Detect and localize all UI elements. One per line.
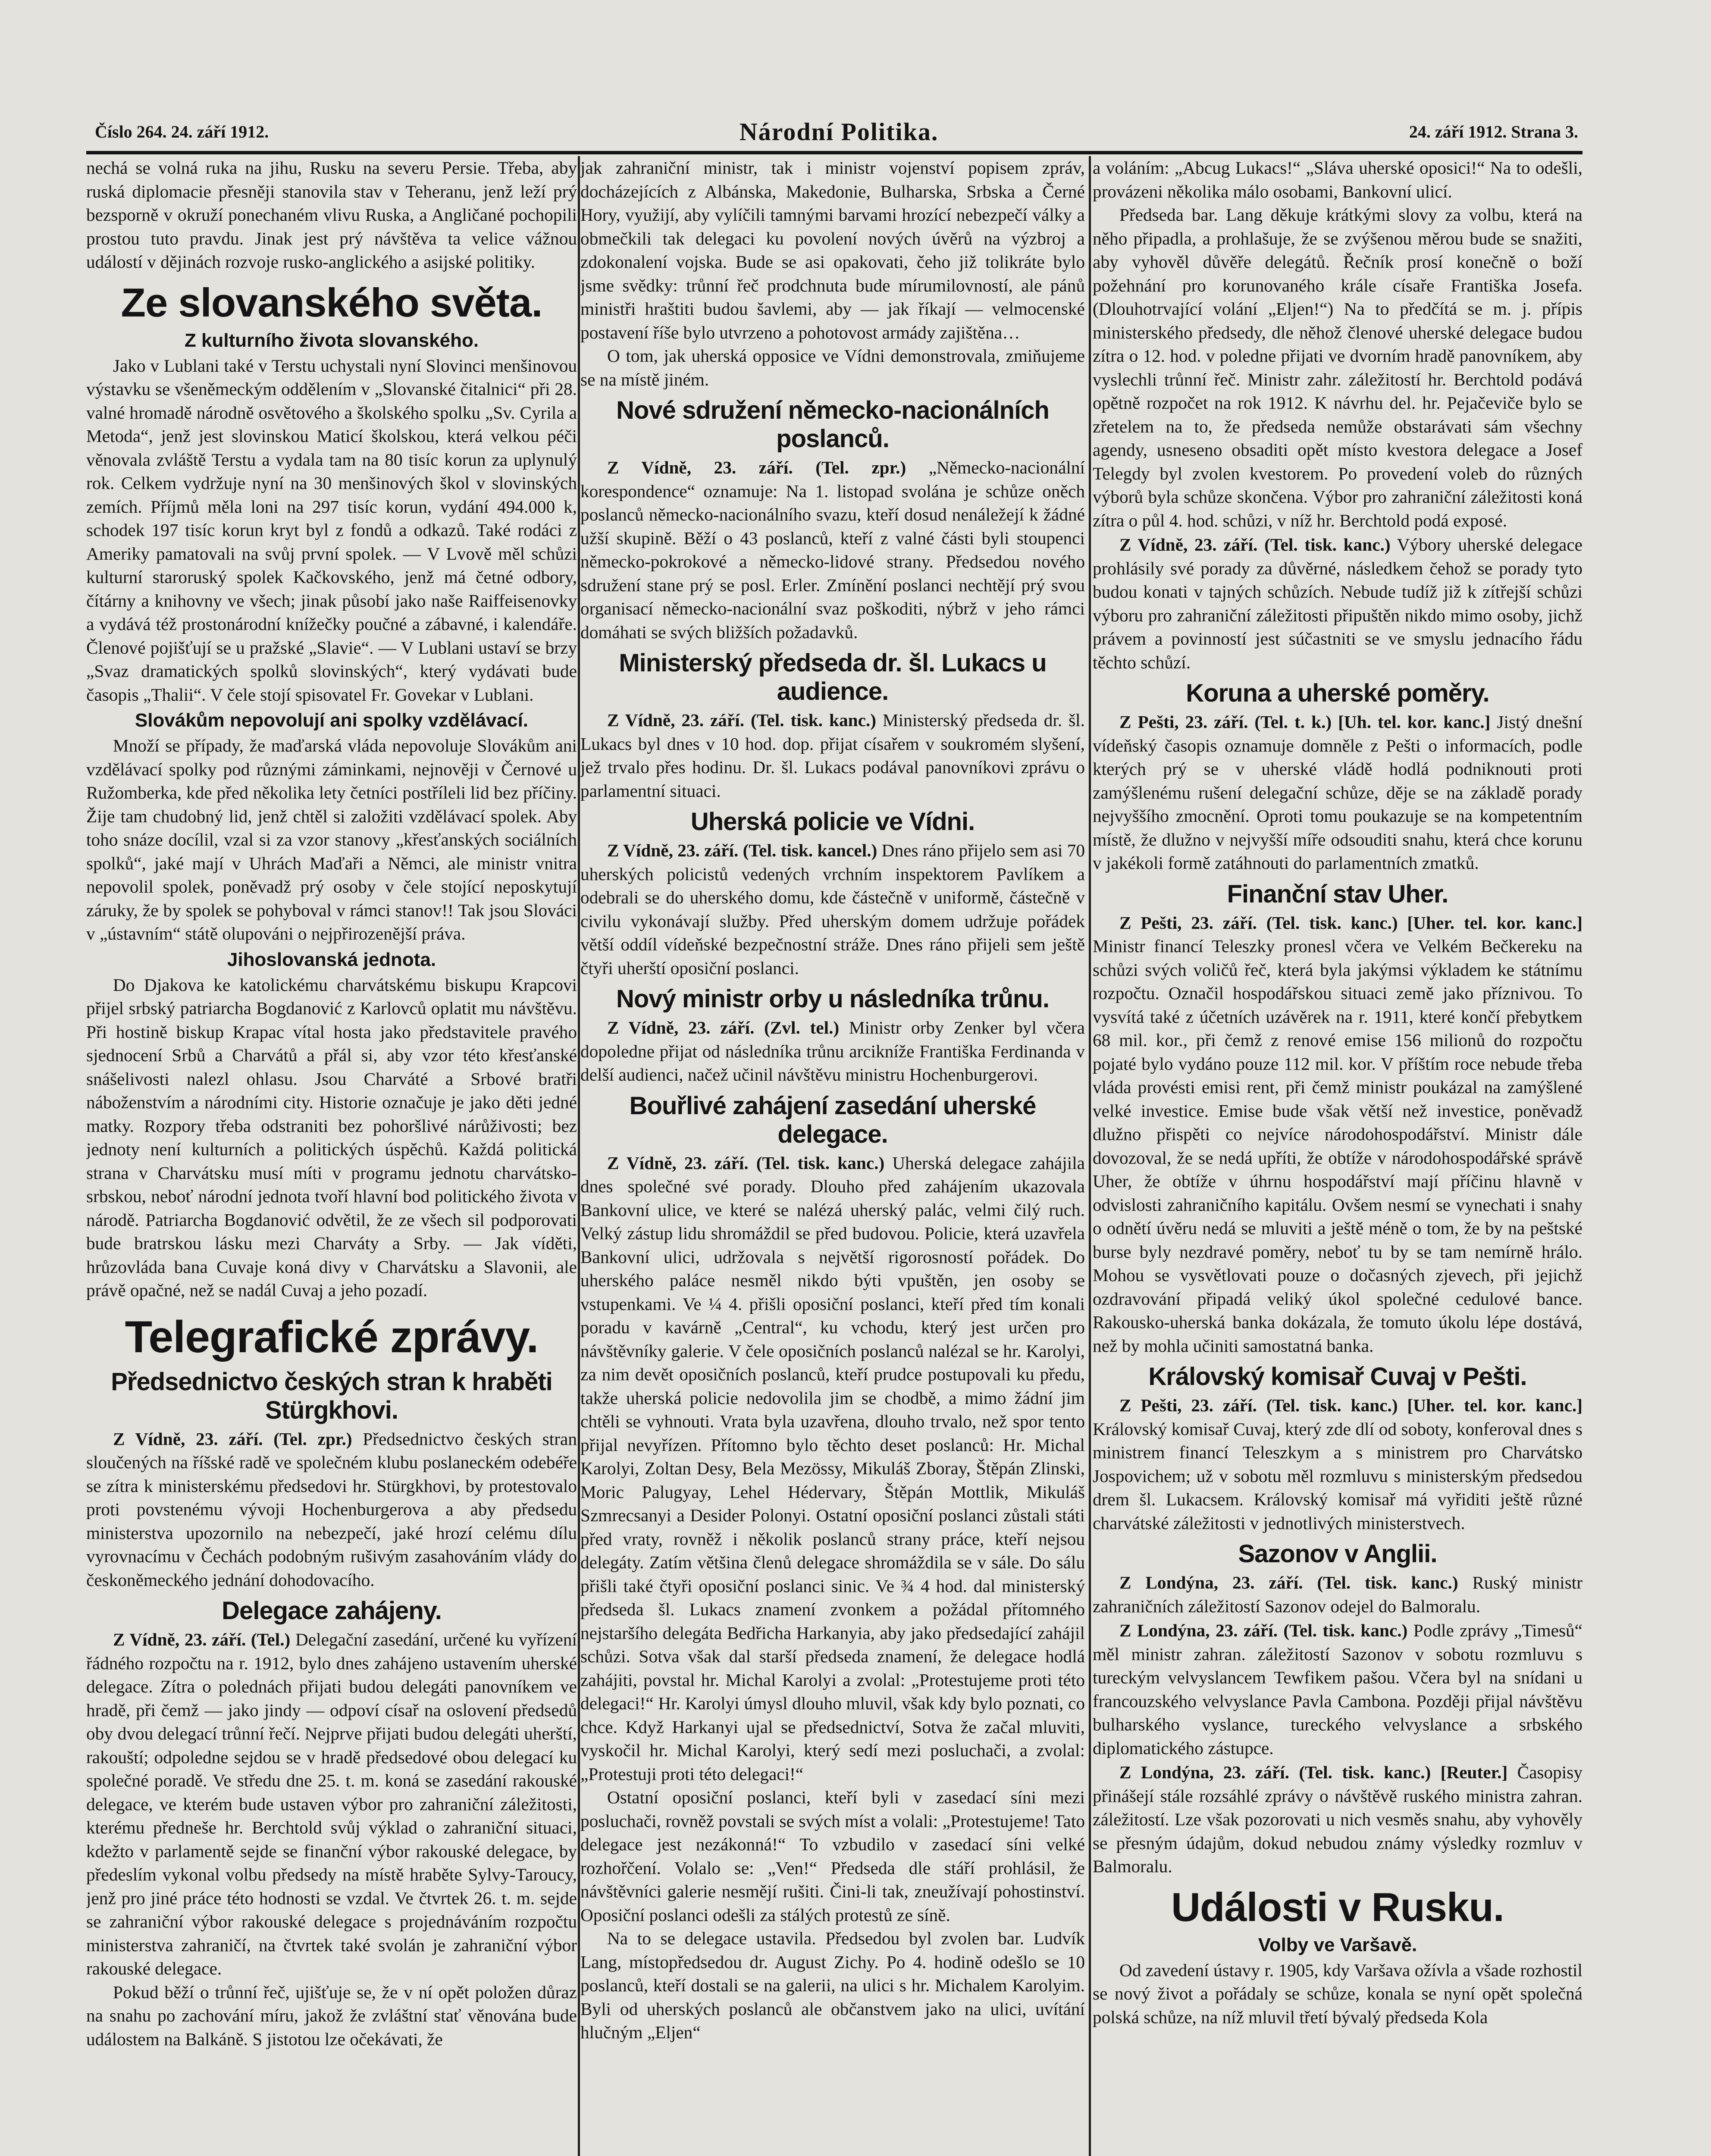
- dateline: Z Vídně, 23. září. (Tel. tisk. kancel.): [607, 840, 877, 860]
- dateline: Z Pešti, 23. září. (Tel. tisk. kanc.) [Uher. tel. kor. kanc.]: [1119, 1395, 1583, 1415]
- article-text: Do Djakova ke katolickému charvátskému biskupu Krapcovi přijel srbský patriarcha Bogdanović z Karlovců oplatit mu návštěvu. Při hostině biskup Krapac vítal hosta jako představitele pravého sjednocení Srbů a Charvátů a přál si, aby vzor této křesťanské snášelivosti nalezl ohlasu. Jsou Charváté a Srbové bratři náboženstvím a národními city. Historie označuje je jako děti jedné matky. Rozpory třeba odstraniti bez pohoršlivé nárůživosti; bez jednoty není kulturních a politických úspěchů. Každá politická strana v Charvátsku musí míti v programu jednotu charvátsko-srbskou, neboť národní jednota tvoří hlavní bod politického života v národě. Patriarcha Bogdanović odvětil, že ze všech sil podporovati bude bratrskou lásku mezi Charváty a Srby. — Jak víděti, hrůzovláda bana Cuvaje koná divy v Charvátsku a Slavonii, ale právě opačné, než se nadál Cuvaj a jeho pozadí.: [86, 975, 577, 1300]
- article-heading: Z kulturního života slovanského.: [184, 329, 479, 351]
- article-text: Pokud běží o trůnní řeč, ujišťuje se, že v ní opět položen důraz na snahu po zachování míru, jakož že zvláštní stať věnována bude událostem na Balkáně. S jistotou lze očekávati, že: [86, 1982, 577, 2049]
- article-text: [1093, 710, 1583, 875]
- article-body: Dnes ráno přijelo sem asi 70 uherských policistů vedených vrchním inspektorem Pavlíkem a odebrali se do uherského domu, kde částečně v uniformě, částečně v civilu vykonávají služby. Před uherským domem udržuje pořádek větší oddíl vídeňské bezpečnostní stráže. Dnes ráno přijeli sem ještě čtyři uherští oposiční poslanci.: [580, 840, 1085, 978]
- article-text: [580, 1016, 1085, 1087]
- issue-number: Číslo 264. 24. září 1912.: [95, 122, 269, 141]
- dateline: Z Vídně, 23. září. (Zvl. tel.): [607, 1018, 840, 1037]
- article-text: [86, 1628, 577, 1981]
- article-heading: Uherská policie ve Vídni.: [690, 808, 975, 836]
- article-body: Předsednictvo českých stran sloučených na říšské radě ve společném klubu poslaneckém odebéře se zítra k ministerskému předsedovi hr. Stürgkhovi, by protestovalo proti povstenému vývoji Hochenburgerova a aby předsedu ministerstva upozornilo na nebezpečí, jaké hrozí celému dílu vyrovnacímu v Čechách podobným rušivým zasahováním vlády do českoněmeckého jednání dohodovacího.: [86, 1429, 577, 1590]
- article-body: Podle zprávy „Timesů“ měl ministr zahran. záležitostí Sazonov v sobotu rozmluvu s tureckým velvyslancem Tewfikem pašou. Včera byl na snídani u francouzského velvyslance Pavla Cambona. Později přijal návštěvu bulharského vyslance, tureckého velvyslance a srbského diplomatického zástupce.: [1093, 1620, 1583, 1758]
- column-2: [580, 156, 1085, 2156]
- article-heading: Sazonov v Anglii.: [1238, 1540, 1437, 1568]
- article-body: Ruský ministr zahraničních záležitostí Sazonov odejel do Balmoralu.: [1093, 1573, 1583, 1616]
- section-heading: Ze slovanského světa.: [121, 279, 542, 325]
- article-text: nechá se volná ruka na jihu, Rusku na severu Persie. Třeba, aby ruská diplomacie přesněji stanovila stav v Teheranu, jenž leží prý bezsporně v okruží ponechaném vlivu Ruska, a Angličané pochopili prostou tuto pravdu. Jinak jest prý návštěva ta velice vážnou událostí v dějinách rozvoje rusko-anglického a asijské politiky.: [86, 158, 577, 272]
- article-text: [1093, 1394, 1583, 1535]
- article-heading: Nový ministr orby u následníka trůnu.: [616, 985, 1049, 1013]
- article-body: Časopisy přinášejí stále rozsáhlé zprávy o návštěvě ruského ministra zahran. záležitostí. Lze však pozorovati u nich vesměs snahu, aby vyhověly se přesným údajům, dokud nebudou známy výsledky rozmluv v Balmoralu.: [1093, 1762, 1583, 1876]
- article-text: [580, 456, 1085, 644]
- article-heading: Finanční stav Uher.: [1227, 880, 1448, 908]
- article-text: Na to se delegace ustavila. Předsedou byl zvolen bar. Ludvík Lang, místopředsedou dr. August Zichy. Po 4. hodině odešlo se 10 poslanců, kteří dostali se na galerii, na ulici s hr. Michalem Karolyim. Byli od uherských poslanců ale občanstvem jako na ulici, uvítání hlučným „Eljen“: [580, 1928, 1085, 2042]
- article-body: Ministr orby Zenker byl včera dopoledne přijat od následníka trůnu arcikníže Františka Ferdinanda v delší audienci, načež učinil návštěvu ministru Hochenburgerovi.: [580, 1018, 1085, 1084]
- article-text: [580, 839, 1085, 980]
- dateline: Z Vídně, 23. září. (Tel. tisk. kanc.): [607, 710, 876, 730]
- article-text: Množí se případy, že maďarská vláda nepovoluje Slovákům ani vzdělávací spolky pod různými záminkami, nejnověji v Černové u Ružomberka, kde před několika lety četníci postříleli lid bez příčiny. Žije tam chudobný lid, jenž chtěl si založiti vzdělávací spolek. Aby toho snáze docílil, vzal si za vzor stanovy „křesťanských sociálních spolků“, jaké mají v Uhrách Maďaři a Němci, ale ministr vnitra nepovolil spolek, poněvadž prý osoby v čele stojící neposkytují záruky, že by spolek se pohyboval v rámci stanov!! Tak jsou Slováci v „ústavním“ státě olupováni o nejpřirozenější práva.: [86, 736, 577, 943]
- article-heading: Ministerský předseda dr. šl. Lukacs u audience.: [619, 649, 1047, 705]
- article-body: „Německo-nacionální korespondence“ oznamuje: Na 1. listopad svolána je schůze oněch poslanců německo-nacionálního svazu, kteří dosud nenáležejí k žádné užší skupině. Běží o 43 poslanců, kteří z valné části byli stoupenci německo-pokrokové a německo-lidové strany. Předsedou nového sdružení stane prý se posl. Erler. Zmínění poslanci nechtějí prý svou organisací německo-nacionální svaz poškoditi, nýbrž v jeho rámci domáhati se svých bližších požadavků.: [580, 458, 1085, 642]
- article-text: [1093, 1761, 1583, 1878]
- dateline: Z Londýna, 23. září. (Tel. tisk. kanc.): [1119, 1620, 1408, 1640]
- article-text: [580, 708, 1085, 802]
- article-heading: Královský komisař Cuvaj v Pešti.: [1148, 1363, 1527, 1391]
- dateline: Z Vídně, 23. září. (Tel. zpr.): [607, 458, 906, 477]
- column-divider: [578, 156, 580, 2156]
- article-heading: Bouřlivé zahájení zasedání uherské delegace.: [629, 1091, 1036, 1148]
- article-text: [1093, 1571, 1583, 1618]
- article-heading: Delegace zahájeny.: [222, 1597, 442, 1625]
- article-body: Ministerský předseda dr. šl. Lukacs byl dnes v 10 hod. dop. přijat císařem v soukromém slyšení, jež trvalo přes hodinu. Dr. šl. Lukacs podával panovníkovi zprávu o parlamentní situaci.: [580, 710, 1085, 801]
- article-text: Ostatní oposiční poslanci, kteří byli v zasedací síni mezi posluchači, rovněž povstali se svých míst a volali: „Protestujeme! Tato delegace jest nezákonná!“ To vzbudilo v zasedací síni velké rozhořčení. Volalo se: „Ven!“ Předseda dle stáří prohlásil, že návštěvníci galerie nesmějí rušiti. Čini-li tak, zneužívají pohostinství. Oposiční poslanci odešli za stálých protestů ze síně.: [580, 1787, 1085, 1925]
- article-body: Uherská delegace zahájila dnes společné své porady. Dlouho před zahájením ukazovala Bankovní ulice, ve které se nalézá uherský palác, velmi čilý ruch. Velký zástup lidu shromáždil se před budovou. Policie, která uzavřela Bankovní ulici, udržovala s největší rigorosností pořádek. Do uherského paláce nesměl nikdo býti vpuštěn, jen osoby se vstupenkami. Ve ¼ 4. přišli oposiční poslanci, kteří před tím konali poradu v kavárně „Central“, ku vchodu, který jest určen pro návštěvníky galerie. V čele oposičních poslanců nalézal se hr. Karolyi, za nim devět oposičních poslanců, kteří prudce postupovali ku předu, takže uherská policie nedovolila jim se chodbě, a mimo žádní jim chtěli se vyhnouti. Vrata byla uzavřena, dlouho trvalo, než spor tento přijal nevyřízen. Přítomno bylo těchto deset poslanců: Hr. Michal Karolyi, Zoltan Desy, Bela Mezössy, Mikuláš Zboray, Štěpán Zlinski, Moric Palugyay, Lehel Hédervary, Štěpán Mottlik, Mikuláš Szmrecsanyi a Desider Polonyi. Ostatní oposiční poslanci zůstali státi před vraty, rovněž i několik poslanců strany práce, kteří nejsou delegáty. Zatím většina členů delegace shromáždila se v sále. Do sálu přišli také čtyři oposiční poslanci sinic. Ve ¾ 4 hod. dal ministerský předseda šl. Lukacs znamení zvonkem a požádal přítomného nejstaršího delegáta Bedřicha Harkanyia, aby jako předsedající zahájil schůzi. Sotva však dal starší předseda znamení, že delegace hodlá zahájiti, povstal hr. Michal Karolyi a zvolal: „Protestujeme proti této delegaci!“ Hr. Karolyi úmysl dlouho mluvil, však kdy bylo poznati, co chce. Když Harkanyi ujal se předsednictví, Sotva že začal mluviti, vyskočil hr. Michal Karolyi, který sedí mezi posluchači, a zvolal: „Protestuji proti této delegaci!“: [580, 1153, 1085, 1784]
- article-text: Od zavedení ústavy r. 1905, kdy Varšava ožívla a všade rozhostil se nový život a pořádaly se schůze, konala se nyní opět společná polská schůze, na níž mluvil třetí bývalý předseda Kola: [1093, 1960, 1583, 2027]
- article-text: jak zahraniční ministr, tak i ministr vojenství popisem zpráv, docházejících z Albánska, Makedonie, Bulharska, Srbska a Černé Hory, využijí, aby vylíčili tamnými barvami hrozící nebezpečí války a obmečkili tak delegaci ku povolení nových úvěrů na výzbroj a zdokonalení vojska. Bude se asi opakovati, čeho již tolikráte bylo jsme svědky: trůnní řeč prodchnuta bude mírumilovností, ale pánů ministři hraštiti budou šavlemi, aby — jak říkají — velmocenské postavení říše bylo utvrzeno a pohotovost armády zajištěna…: [580, 158, 1085, 342]
- dateline: Z Londýna, 23. září. (Tel. tisk. kanc.): [1119, 1573, 1458, 1592]
- article-heading: Jihoslovanská jednota.: [227, 949, 436, 970]
- dateline: Z Pešti, 23. září. (Tel. tisk. kanc.) [Uher. tel. kor. kanc.]: [1119, 912, 1583, 933]
- page-date: 24. září 1912. Strana 3.: [1409, 122, 1578, 141]
- article-body: Delegační zasedání, určené ku vyřízení řádného rozpočtu na r. 1912, bylo dnes zahájeno ustavením uherské delegace. Zítra o polednách přijati budou delegáti panovníkem ve hradě, při čemž — jako jindy — odpoví císař na oslovení předsedů oby dvou delegací trůnní řečí. Nejprve přijati budou delegáti uherští, rakouští; odpoledne sejdou se v hradě předsedové obou delegací ku společné poradě. Ve středu dne 25. t. m. koná se zasedání rakouské delegace, ve kterém bude ustaven výbor pro zahraniční záležitosti, kterému předneše hr. Berchtold svůj výklad o zahraniční situaci, kdežto v parlamentě sejde se finanční výbor rakouské delegace, by předeslím vykonal volbu předsedy na místě hraběte Sylvy-Taroucy, jenž pro jiné práce této hodnosti se vzdal. Ve čtvrtek 26. t. m. sejde se zahraniční výbor rakouské delegace s projednáváním rozpočtu ministerstva zahraničí, na čtvrtek také svolán je zahraniční výbor rakouské delegace.: [86, 1630, 577, 1978]
- column-1: [86, 156, 577, 2156]
- newspaper-title: Národní Politika.: [739, 117, 939, 146]
- section-heading: Události v Rusku.: [1171, 1884, 1504, 1930]
- article-text: [1093, 911, 1583, 1358]
- article-text: [1093, 1619, 1583, 1760]
- article-body: Královský komisař Cuvaj, který zde dlí od soboty, konferoval dnes s ministrem financí Teleszkym a s ministrem pro Charvátsko Jospovichem; už v sobotu měl rozmluvu s ministerským předsedou drem šl. Lukacsem. Královský komisař má vyřiditi ještě různé charvátské záležitosti v jednotlivých ministerstvech.: [1093, 1419, 1583, 1533]
- dateline: Z Vídně, 23. září. (Tel. zpr.): [113, 1429, 352, 1449]
- article-heading: Koruna a uherské poměry.: [1186, 679, 1489, 707]
- article-body: Výbory uherské delegace prohlásily své porady za důvěrné, následkem čehož se porady tyto budou konati v tajných schůzích. Nebude tudíž již k zítřejší schůzi výboru pro zahraniční záležitosti připuštěn nikdo mimo osoby, jichž právem a povinností jest súčastniti se ve smyslu jednacího řádu těchto schůzí.: [1093, 535, 1583, 672]
- article-text: O tom, jak uherská opposice ve Vídni demonstrovala, zmiňujeme se na místě jiném.: [580, 346, 1085, 389]
- article-text: a voláním: „Abcug Lukacs!“ „Sláva uherské oposici!“ Na to odešli, provázeni několika málo osobami, Bankovní ulicí.: [1093, 158, 1583, 201]
- dateline: Z Vídně, 23. září. (Tel. tisk. kanc.): [607, 1153, 885, 1173]
- dateline: Z Vídně, 23. září. (Tel.): [113, 1630, 291, 1649]
- article-text: [86, 1427, 577, 1592]
- article-text: [1093, 533, 1583, 674]
- article-heading: Předsednictvo českých stran k hraběti Stürgkhovi.: [111, 1367, 552, 1424]
- dateline: Z Londýna, 23. září. (Tel. tisk. kanc.) [Reuter.]: [1119, 1762, 1508, 1782]
- dateline: Z Pešti, 23. září. (Tel. t. k.) [Uh. tel. kor. kanc.]: [1119, 712, 1491, 732]
- column-3: [1093, 156, 1583, 2156]
- article-text: Jako v Lublani také v Terstu uchystali nyní Slovinci menšinovou výstavku se všeněmeckým oddělením v „Slovanské čitalnici“ při 28. valné hromadě národně osvětového a školského spolku „Sv. Cyrila a Metoda“, jenž jest slovinskou Maticí školskou, která velkou péči věnovala zvláště Terstu a vydala tam na 80 tisíc korun za uplynulý rok. Celkem vydržuje nyní na 30 menšinových škol v slovinských zemích. Příjmů měla loni na 297 tisíc korun, vydání 494.000 k, schodek 197 tisíc korun kryt byl z fondů a odkazů. Také rodáci z Ameriky pamatovali na svůj první spolek. — V Lvově měl schůzi kulturní staroruský spolek Kačkovského, jenž má četné odbory, čítárny a knihovny ve všech; jinak působí jako naše Raiffeisenovky a vydává též prostonárodní knížečky poučné a zábavné, i kalendáře. Členové pojišťují se u pražské „Slavie“. — V Lublani ustaví se brzy „Svaz dramatických spolků slovinských“, který vydávati bude časopis „Thalii“. V čele stojí spisovatel Fr. Govekar v Lublani.: [86, 355, 577, 705]
- column-divider: [1089, 156, 1091, 2156]
- article-heading: Slovákům nepovolují ani spolky vzdělávací.: [135, 710, 529, 731]
- masthead-rule: [86, 151, 1583, 154]
- article-text: Předseda bar. Lang děkuje krátkými slovy za volbu, která na něho připadla, a prohlašuje, že se zvýšenou měrou bude se snažiti, aby vyhověl důvěře delegátů. Řečník prosí konečně o boží požehnání pro korunovaného krále císaře Františka Josefa. (Dlouhotrvající volání „Eljen!“) Na to předčítá se m. j. přípis ministerského předsedy, dle něhož členové uherské delegace budou zítra o 12. hod. v poledne přijati ve dvorním hradě panovníkem, aby vyslechli trůnní řeč. Ministr zahr. záležitostí hr. Berchtold podává opětně rozpočet na rok 1912. K návrhu del. hr. Pejačeviče bylo se zřetelem na to, že předseda nemůže obstarávati sám všechny agendy, usneseno obsaditi opět místo kvestora delegace a Josef Telegdy byl zvolen kvestorem. Po provedení voleb do různých výborů byla schůze skončena. Výbor pro zahraniční záležitosti koná zítra o půl 4. hod. schůzi, v níž hr. Berchtold podá exposé.: [1093, 205, 1583, 530]
- article-body: Ministr financí Teleszky pronesl včera ve Velkém Bečkereku na schůzi svých voličů řeč, která byla jakýmsi výkladem ke státnímu rozpočtu. Označil hospodářskou situaci země jako příznivou. To vysvítá také z účetních uzávěrek na r. 1911, které končí přebytkem 68 mil. kor., při čemž z renové emise 156 milionů do rozpočtu pojaté bylo vydáno pouze 112 mil. kor. V příštím roce nebude třeba vláda provésti emisi rent, při čemž ministr poukázal na zamýšlené velké investice. Emise bude však větší než investice, poněvadž dlužno přispěti co nejvíce národohospodářství. Ministr dále dovozoval, že se nedá upříti, že obtíže v národohospodářské správě Uher, že obtíže v úhrnu hospodářství mají příčinu hlavně v odvislosti zahraničního kapitálu. Ovšem nesmí se vynechati i snahy o odnětí úvěru nedá se mluviti a ještě méně o tom, že by na peštské burse byly nezdravé poměry, neboť tu by se tam nemírně hrálo. Mohou se vysvětlovati pouze o dočasných zjevech, při jejichž ozdravování připadá veliký úkol společné cedulové bance. Rakousko-uherská banka dokázala, že tomuto úkolu lépe dostává, než by mohla učiniti samostatná banka.: [1093, 936, 1583, 1356]
- article-heading: Volby ve Varšavě.: [1258, 1934, 1417, 1955]
- dateline: Z Vídně, 23. září. (Tel. tisk. kanc.): [1119, 535, 1391, 555]
- masthead: [95, 113, 1578, 150]
- article-body: Jistý dnešní vídeňský časopis oznamuje domněle z Pešti o informacích, podle kterých prý se v uherské vládě hodlá podniknouti proti zamýšlenému rušení delegační schůze, děje se na základě porady nejvyššího zmocnění. Oproti tomu poukazuje se na kompetentním místě, že dlužno v nejvyšší míře odsouditi snahu, která chce korunu v jakékoli formě zatáhnouti do parlamentních zmatků.: [1093, 712, 1583, 873]
- section-heading: Telegrafické zprávy.: [125, 1312, 539, 1362]
- article-heading: Nové sdružení německo-nacionálních poslanců.: [616, 396, 1049, 453]
- article-text: [580, 1151, 1085, 1786]
